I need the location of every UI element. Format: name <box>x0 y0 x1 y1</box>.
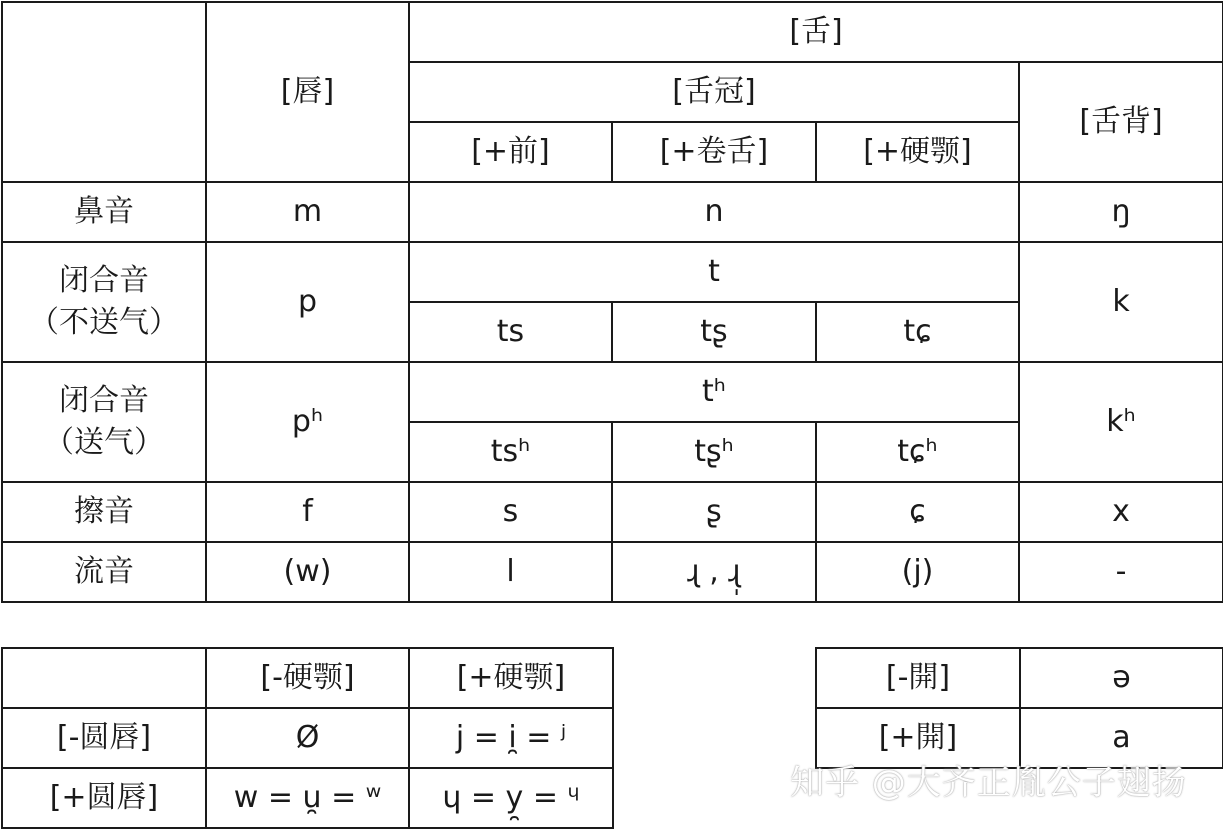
cell-dorsal: - <box>1019 542 1223 602</box>
cell-labial: pʰ <box>206 362 409 482</box>
header-plus-palatal: [+硬颚] <box>409 648 613 708</box>
cell-retroflex: ʂ <box>612 482 816 542</box>
header-lips: [唇] <box>206 2 409 182</box>
row-label <box>2 362 206 482</box>
cell-palatal: tɕʰ <box>816 422 1019 482</box>
row-stop <box>2 242 1223 302</box>
header-row-1 <box>2 2 1223 62</box>
rounding-header-row <box>2 648 613 708</box>
cell-palatal: (j) <box>816 542 1019 602</box>
cell-coronal: t <box>409 242 1019 302</box>
cell-minus-palatal: w = u̯ = ʷ <box>206 768 409 828</box>
corner-cell <box>2 2 206 182</box>
cell-dorsal: x <box>1019 482 1223 542</box>
corner-cell <box>2 648 206 708</box>
row-label: [+開] <box>816 708 1020 768</box>
cell-retroflex: tʂʰ <box>612 422 816 482</box>
header-tongue: [舌] <box>409 2 1223 62</box>
header-dorsal: [舌背] <box>1019 62 1223 182</box>
rounding-row <box>2 708 613 768</box>
cell-palatal: tɕ <box>816 302 1019 362</box>
row-label: [-開] <box>816 648 1020 708</box>
cell-labial: m <box>206 182 409 242</box>
cell-minus-palatal: Ø <box>206 708 409 768</box>
cell-plus-palatal: j = i̯ = ʲ <box>409 708 613 768</box>
row-label-line1: 闭合音 <box>59 383 149 418</box>
rounding-table <box>1 647 614 829</box>
cell-retroflex: tʂ <box>612 302 816 362</box>
rounding-row <box>2 768 613 828</box>
cell-labial: f <box>206 482 409 542</box>
header-coronal: [舌冠] <box>409 62 1019 122</box>
consonant-table <box>1 1 1223 603</box>
cell-dorsal: kʰ <box>1019 362 1223 482</box>
row-liquid <box>2 542 1223 602</box>
row-stop-aspirated <box>2 362 1223 422</box>
cell-palatal: ɕ <box>816 482 1019 542</box>
cell-vowel: a <box>1020 708 1223 768</box>
cell-plus-palatal: ɥ = y̯ = ᶣ <box>409 768 613 828</box>
cell-dorsal: ŋ <box>1019 182 1223 242</box>
cell-vowel: ə <box>1020 648 1223 708</box>
row-label: [-圆唇] <box>2 708 206 768</box>
cell-retroflex: ɻ , ɻ̩ <box>612 542 816 602</box>
row-label-line1: 闭合音 <box>59 263 149 298</box>
row-fricative <box>2 482 1223 542</box>
cell-anterior: s <box>409 482 612 542</box>
header-anterior: [+前] <box>409 122 612 182</box>
cell-coronal: tʰ <box>409 362 1019 422</box>
watermark: 知乎 @大齐正胤公子翅扬 <box>790 763 1187 803</box>
header-minus-palatal: [-硬颚] <box>206 648 409 708</box>
row-nasal <box>2 182 1223 242</box>
row-label-line2: （不送气） <box>29 305 179 340</box>
row-label-line2: （送气） <box>44 425 164 460</box>
cell-dorsal: k <box>1019 242 1223 362</box>
cell-labial: (w) <box>206 542 409 602</box>
header-palatal: [+硬颚] <box>816 122 1019 182</box>
row-label: 流音 <box>2 542 206 602</box>
cell-anterior: ts <box>409 302 612 362</box>
row-label <box>2 242 206 362</box>
cell-labial: p <box>206 242 409 362</box>
row-label: [+圆唇] <box>2 768 206 828</box>
header-retroflex: [+卷舌] <box>612 122 816 182</box>
openness-row <box>816 648 1223 708</box>
cell-coronal: n <box>409 182 1019 242</box>
cell-anterior: tsʰ <box>409 422 612 482</box>
openness-table <box>815 647 1223 769</box>
cell-anterior: l <box>409 542 612 602</box>
row-label: 擦音 <box>2 482 206 542</box>
row-label: 鼻音 <box>2 182 206 242</box>
